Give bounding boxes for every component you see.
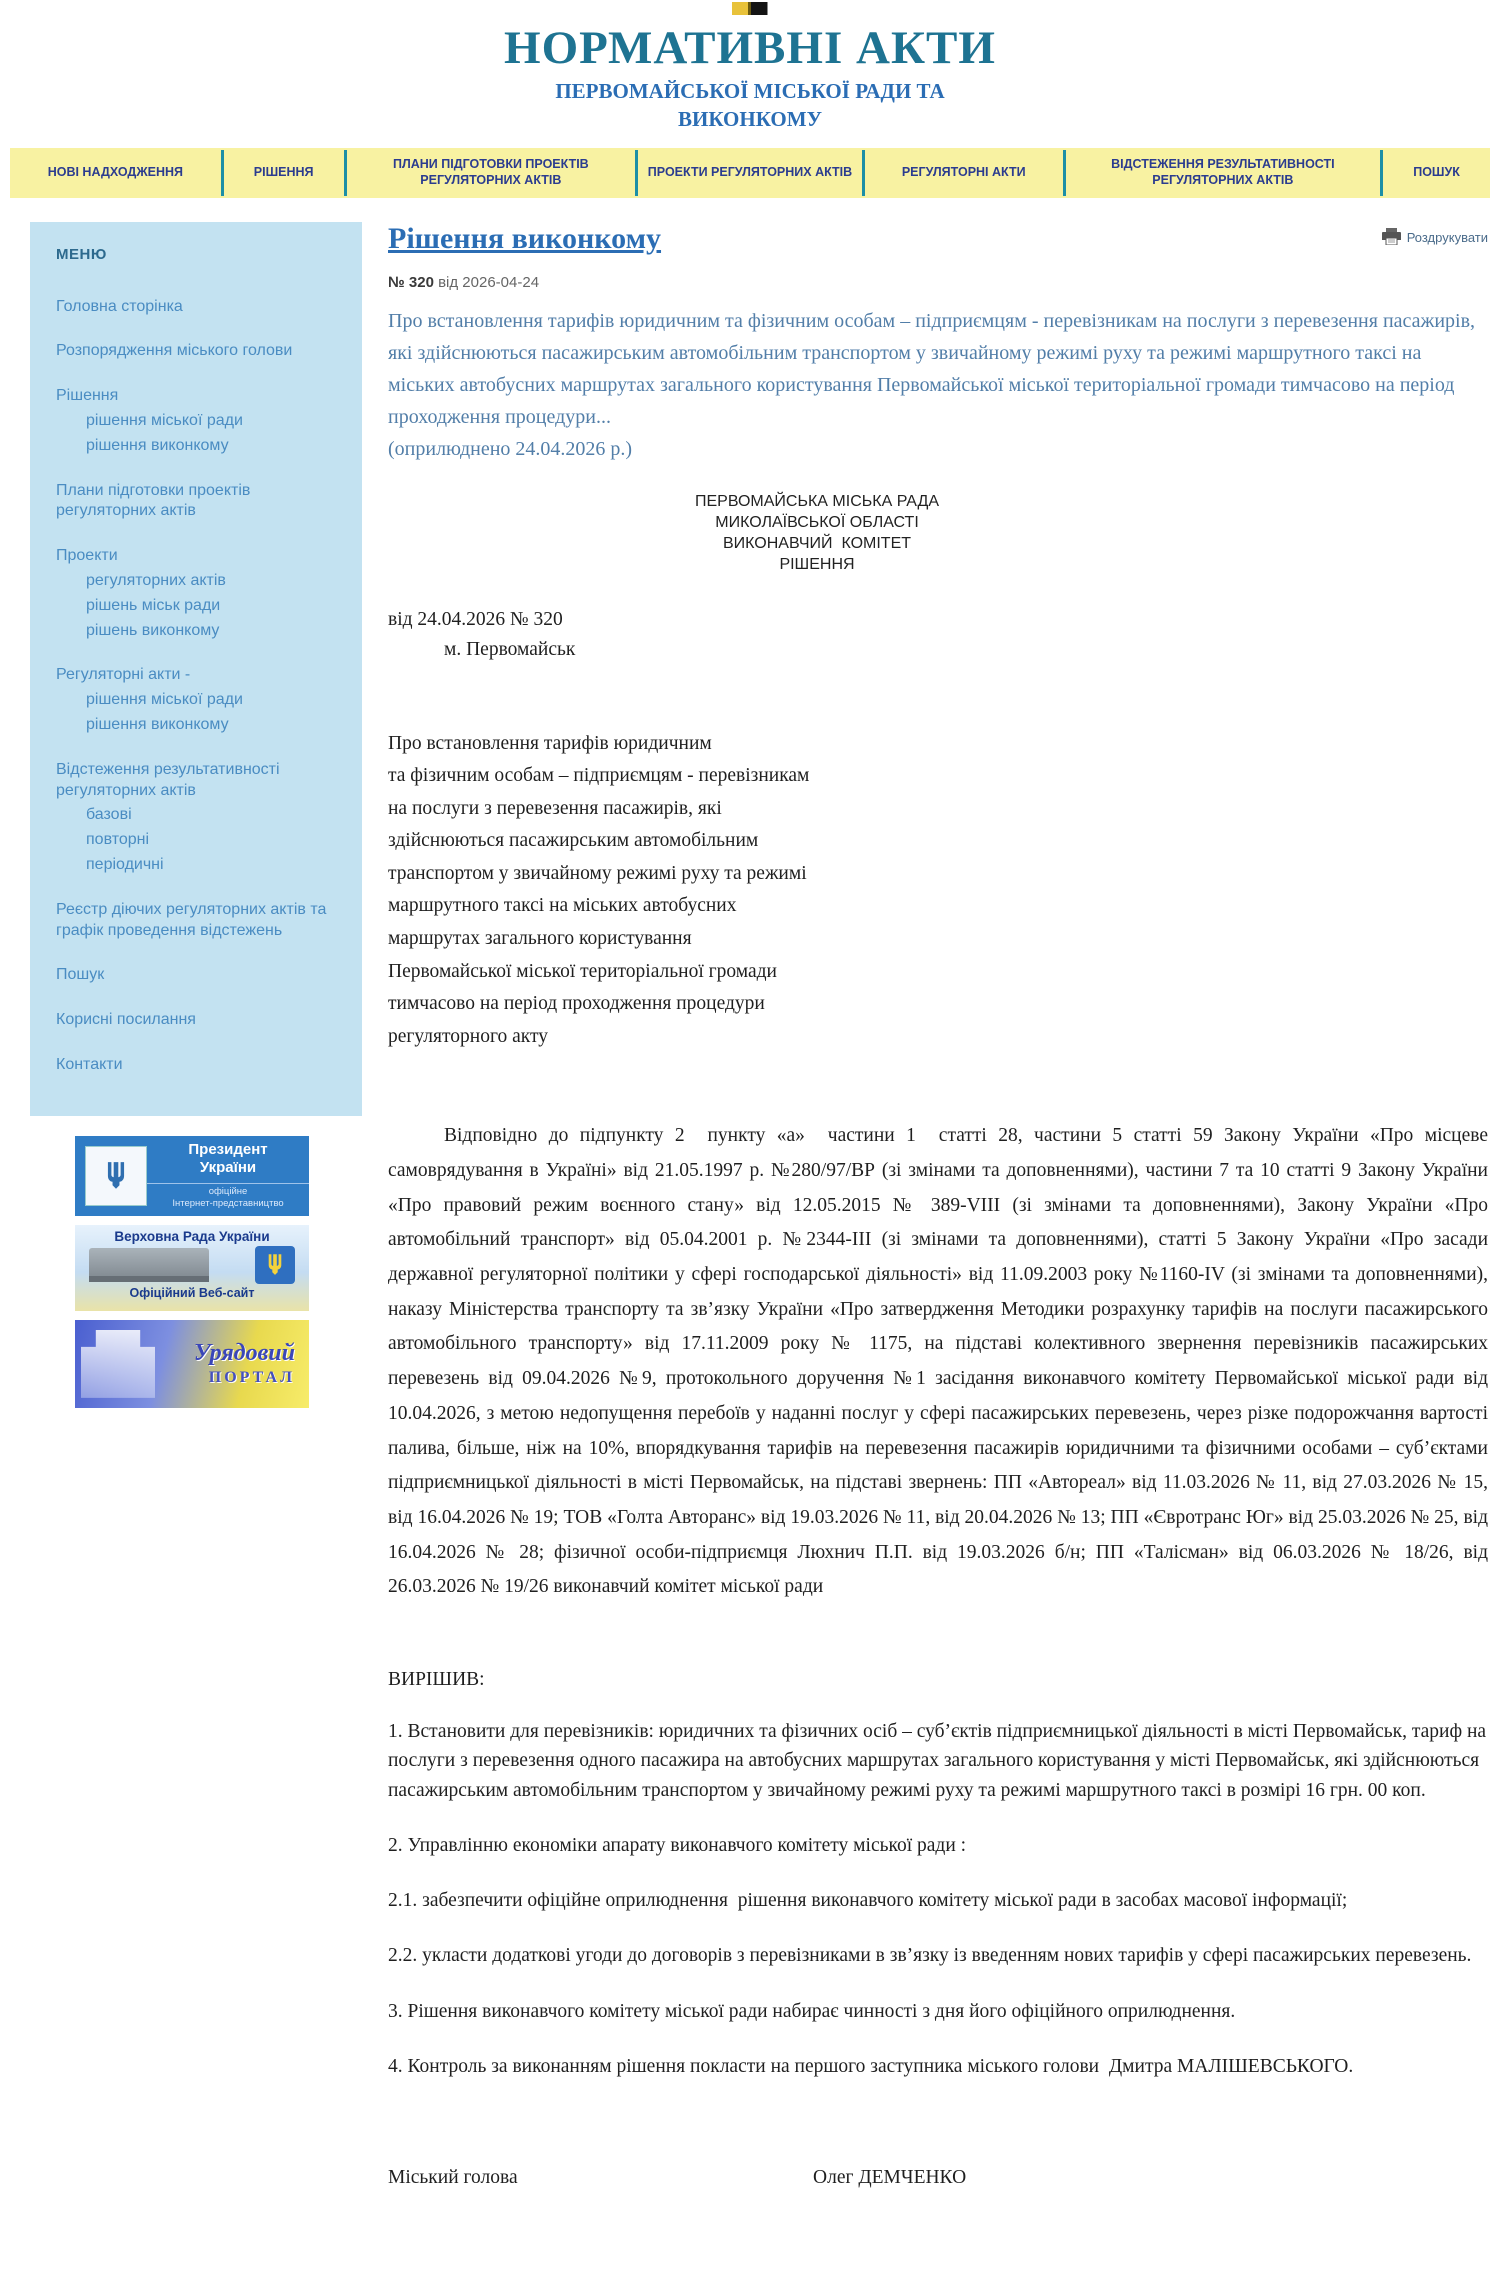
sidebar-item[interactable]: Контакти [56, 1056, 123, 1074]
banner-gov-subtitle: ПОРТАЛ [208, 1369, 295, 1387]
banner-president-subtitle: офіційне Інтернет-представництво [147, 1183, 309, 1210]
nav-item-4[interactable]: ПРОЕКТИ РЕГУЛЯТОРНИХ АКТІВ [647, 164, 853, 179]
doc-title-line: Про встановлення тарифів юридичним [388, 732, 712, 754]
sidebar-item[interactable]: Рішення [56, 387, 119, 405]
content [0, 198, 1500, 2189]
sidebar-menu-panel [30, 222, 362, 1116]
resolution-point: 4. Контроль за виконанням рішення покласти на першого заступника міського голови Дмитра МАЛІШЕВСЬКОГО. [388, 2055, 1354, 2077]
site-header [0, 0, 1500, 134]
sidebar-banners [75, 1136, 309, 1408]
page-title[interactable]: Рішення виконкому [388, 221, 662, 255]
sidebar-item[interactable]: Регуляторні акти - [56, 666, 191, 684]
tryzub-icon [85, 1146, 147, 1206]
banner-rada-title: Верховна Рада України [114, 1228, 270, 1244]
banner-rada-subtitle: Офіційний Веб-сайт [129, 1285, 255, 1300]
sidebar-item[interactable]: рішення міської ради [86, 412, 243, 430]
sidebar-item[interactable]: Головна сторінка [56, 297, 183, 315]
banner-president-text [147, 1141, 309, 1210]
government-building-image [81, 1330, 155, 1398]
nav-item-1[interactable]: НОВІ НАДХОДЖЕННЯ [47, 164, 183, 179]
site-subtitle-line1: ПЕРВОМАЙСЬКОЇ МІСЬКОЇ РАДИ ТА [555, 79, 945, 103]
nav-item-7[interactable]: ПОШУК [1413, 164, 1460, 179]
sidebar-item[interactable]: повторні [86, 831, 150, 849]
nav-item-2[interactable]: РІШЕННЯ [253, 164, 314, 179]
banner-president-title: Президент України [188, 1141, 268, 1177]
sidebar-item[interactable]: рішення виконкому [86, 436, 229, 454]
banner-gov-title: Урядовий [193, 1340, 295, 1367]
doc-date-line: від 24.04.2026 № 320 [388, 609, 563, 631]
sidebar-item[interactable]: періодичні [86, 856, 164, 874]
sidebar-item[interactable]: рішення міської ради [86, 691, 243, 709]
printer-icon [1382, 228, 1401, 248]
signature-position: Міський голова [388, 2167, 518, 2189]
title-row [388, 222, 1488, 256]
doc-title-line: та фізичним особам – підприємцям - перевізникам [388, 765, 810, 787]
resolution-point: 3. Рішення виконавчого комітету міської ради набирає чинності з дня його офіційного оприлюднення. [388, 2000, 1236, 2022]
site-title: НОРМАТИВНІ АКТИ [504, 22, 996, 74]
sidebar-item[interactable]: регуляторних актів [86, 572, 226, 590]
doc-meta [388, 274, 1488, 291]
doc-title-line: тимчасово на період проходження процедури [388, 993, 765, 1015]
tryzub-icon [255, 1246, 295, 1284]
nav-item-6[interactable]: ВІДСТЕЖЕННЯ РЕЗУЛЬТАТИВНОСТІ РЕГУЛЯТОРНИХ АКТІВ [1111, 157, 1335, 187]
doc-preamble: Відповідно до підпункту 2 пункту «а» частини 1 статті 28, частини 5 статті 59 Закону України «Про місцеве самоврядування в Україні» від 21.05.1997 р. №280/97/ВР (зі змінами та доповненнями), частини 7 та 10 статті 9 Закону України «Про правовий режим воєнного стану» від 12.05.2015 № 389-VIII (зі змінами та доповненнями), Закону України «Про автомобільний транспорт» від 05.04.2001 р. №2344-ІІІ (зі змінами та доповненнями), статті 5 Закону України «Про засади державної регуляторної політики у сфері господарської діяльності» від 11.09.2003 року №1160-IV (зі змінами та доповненнями), наказу Міністерства транспорту та зв’язку України «Про затвердження Методики розрахунку тарифів на послуги пасажирського автомобільного транспорту» від 17.11.2009 року № 1175, на підставі колективного звернення перевізників пасажирських перевезень від 09.04.2026 №9, протокольного доручення №1 засідання виконавчого комітету Первомайської міської ради від 10.04.2026, з метою недопущення перебоїв у наданні послуг у сфері пасажирських перевезень, через різке подорожчання вартості палива, більше, ніж на 10%, впорядкування тарифів на перевезення пасажирів юридичними та фізичними особами – суб’єктами підприємницької діяльності в місті Первомайськ, на підставі звернень: ПП «Автореал» від 11.03.2026 № 11, від 27.03.2026 № 15, від 16.04.2026 № 19; ТОВ «Голта Авторанс» від 19.03.2026 № 11, від 20.04.2026 № 13; ПП «Євротранс Юг» від 25.03.2026 № 25, від 16.04.2026 № 28; фізичної особи-підприємця Люхнич П.П. від 19.03.2026 б/н; ПП «Талісман» від 06.03.2026 № 18/26, від 26.03.2026 № 19/26 виконавчий комітет міської ради [388, 1125, 1488, 1598]
org-header-block [388, 491, 1246, 575]
resolved-heading: ВИРІШИВ: [388, 1669, 485, 1691]
doc-summary [388, 305, 1488, 465]
site-subtitle-line2: ВИКОНКОМУ [678, 107, 822, 132]
banner-verkhovna-rada[interactable] [75, 1225, 309, 1311]
sidebar-item[interactable]: Проекти [56, 547, 118, 565]
doc-title-line: регуляторного акту [388, 1025, 548, 1047]
signature-row [388, 2167, 1488, 2189]
doc-summary-text: Про встановлення тарифів юридичним та фізичним особам – підприємцям - перевізникам на послуги з перевезення пасажирів, які здійснюються пасажирським автомобільним транспортом у звичайному режимі руху та режимі маршрутного таксі на міських автобусних маршрутах загального користування Первомайської міської територіальної громади тимчасово на період проходження процедури... [388, 309, 1476, 428]
banner-president-of-ukraine[interactable] [75, 1136, 309, 1216]
doc-number: № 320 [388, 273, 434, 291]
city-emblem-icon [726, 2, 774, 15]
resolution-point: 2.1. забезпечити офіційне оприлюднення рішення виконавчого комітету міської ради в засобах масової інформації; [388, 1890, 1348, 1912]
org-header-line: ВИКОНАВЧИЙ КОМІТЕТ [722, 534, 912, 552]
banner-rada-middle [81, 1244, 303, 1286]
main-nav [10, 148, 1490, 198]
sidebar-item[interactable]: Плани підготовки проектів регуляторних актів [56, 481, 251, 520]
sidebar-menu-title: МЕНЮ [56, 245, 107, 263]
resolution-point: 1. Встановити для перевізників: юридичних та фізичних осіб – суб’єктів підприємницької діяльності в місті Первомайськ, тариф на послуги з перевезення одного пасажира на автобусних маршрутах загального користування у місті Первомайськ, які здійснюються пасажирським автомобільним транспортом у звичайному режимі руху та режимі маршрутного таксі в розмірі 16 грн. 00 коп. [388, 1721, 1487, 1801]
resolution-points [388, 1717, 1488, 2081]
sidebar-item[interactable]: Реєстр діючих регуляторних актів та графік проведення відстежень [56, 900, 327, 939]
sidebar-menu-list [56, 297, 342, 1076]
sidebar-item[interactable]: рішення виконкому [86, 716, 229, 734]
doc-city-line: м. Первомайськ [444, 639, 576, 661]
doc-date: від 2026-04-24 [433, 273, 540, 291]
banner-gov-portal[interactable] [75, 1320, 309, 1408]
org-header-line: РІШЕННЯ [779, 556, 855, 574]
signature-name: Олег ДЕМЧЕНКО [813, 2167, 967, 2189]
parliament-building-image [89, 1248, 209, 1282]
sidebar-item[interactable]: рішень виконкому [86, 621, 220, 639]
sidebar-item[interactable]: Пошук [56, 966, 105, 984]
site-subtitle [0, 77, 1500, 134]
main-content [362, 222, 1488, 2189]
doc-title-block [388, 728, 1488, 1054]
resolution-point: 2. Управлінню економіки апарату виконавчого комітету міської ради : [388, 1834, 967, 1856]
print-button[interactable] [1382, 228, 1488, 248]
print-label: Роздрукувати [1406, 230, 1488, 246]
doc-title-line: транспортом у звичайному режимі руху та режимі [388, 862, 807, 884]
sidebar-item[interactable]: базові [86, 806, 132, 824]
doc-title-line: здійснюються пасажирським автомобільним [388, 830, 759, 852]
doc-title-line: Первомайської міської територіальної громади [388, 960, 777, 982]
doc-published: (оприлюднено 24.04.2026 р.) [388, 437, 633, 460]
sidebar-item[interactable]: Корисні посилання [56, 1011, 196, 1029]
doc-title-line: маршрутного таксі на міських автобусних [388, 895, 737, 917]
org-header-line: ПЕРВОМАЙСЬКА МІСЬКА РАДА [695, 492, 939, 510]
sidebar-item[interactable]: рішень міськ ради [86, 596, 221, 614]
doc-date-block [388, 605, 1488, 665]
nav-item-5[interactable]: РЕГУЛЯТОРНІ АКТИ [901, 164, 1026, 179]
doc-title-line: на послуги з перевезення пасажирів, які [388, 797, 722, 819]
sidebar-item[interactable]: Розпорядження міського голови [56, 342, 293, 360]
sidebar [30, 222, 362, 1417]
org-header-line: МИКОЛАЇВСЬКОЇ ОБЛАСТІ [715, 513, 919, 531]
nav-item-3[interactable]: ПЛАНИ ПІДГОТОВКИ ПРОЕКТІВ РЕГУЛЯТОРНИХ АКТІВ [392, 157, 589, 187]
sidebar-item[interactable]: Відстеження результативності регуляторних актів [56, 760, 280, 799]
doc-title-line: маршрутах загального користування [388, 927, 692, 949]
resolution-point: 2.2. укласти додаткові угоди до договорів з перевізниками в зв’язку із введенням нових тарифів у сфері пасажирських перевезень. [388, 1945, 1472, 1967]
